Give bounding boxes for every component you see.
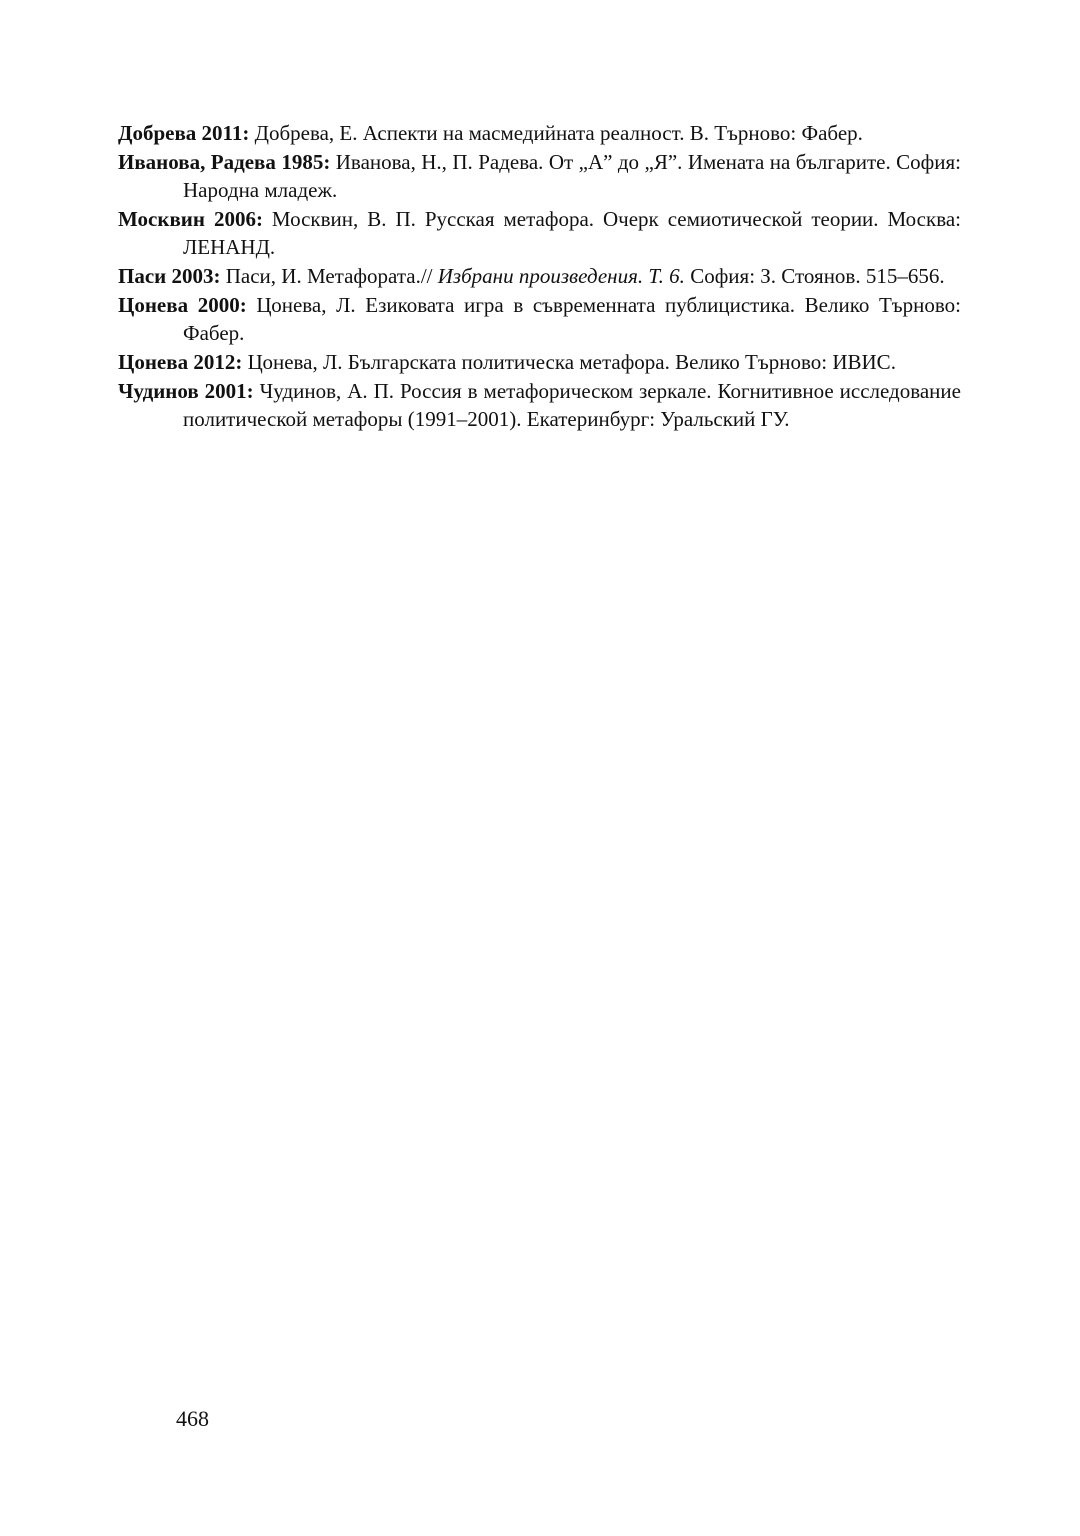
reference-entry	[118, 377, 961, 433]
reference-key: Цонева 2000:	[118, 293, 247, 317]
reference-key: Цонева 2012:	[118, 350, 243, 374]
reference-text: Добрева, Е. Аспекти на масмедийната реалност. В. Търново: Фабер.	[249, 121, 863, 145]
reference-key: Паси 2003:	[118, 264, 221, 288]
reference-key: Чудинов 2001:	[118, 379, 254, 403]
reference-text: Иванова, Н., П. Радева. От „А” до „Я”. Имената на българите. София: Народна младеж.	[183, 150, 961, 202]
page-number: 468	[176, 1406, 209, 1431]
reference-entry	[118, 348, 961, 376]
reference-key: Иванова, Радева 1985:	[118, 150, 331, 174]
reference-text: Паси, И. Метафората.//	[220, 264, 438, 288]
reference-key: Москвин 2006:	[118, 207, 263, 231]
reference-key: Добрева 2011:	[118, 121, 250, 145]
reference-italic-title: Избрани произведения. Т. 6.	[437, 264, 685, 288]
reference-list	[118, 119, 961, 434]
reference-entry	[118, 291, 961, 347]
reference-entry	[118, 262, 961, 290]
reference-tail: София: З. Стоянов. 515–656.	[684, 264, 945, 288]
reference-entry	[118, 205, 961, 261]
reference-text: Цонева, Л. Езиковата игра в съвременната публицистика. Велико Търново: Фабер.	[183, 293, 961, 345]
reference-text: Москвин, В. П. Русская метафора. Очерк семиотической теории. Москва: ЛЕНАНД.	[183, 207, 961, 259]
reference-entry	[118, 119, 961, 147]
reference-text: Чудинов, А. П. Россия в метафорическом зеркале. Когнитивное исследование политической метафоры (1991–2001). Екатеринбург: Уральский ГУ.	[183, 379, 961, 431]
reference-text: Цонева, Л. Българската политическа метафора. Велико Търново: ИВИС.	[242, 350, 896, 374]
reference-entry	[118, 148, 961, 204]
